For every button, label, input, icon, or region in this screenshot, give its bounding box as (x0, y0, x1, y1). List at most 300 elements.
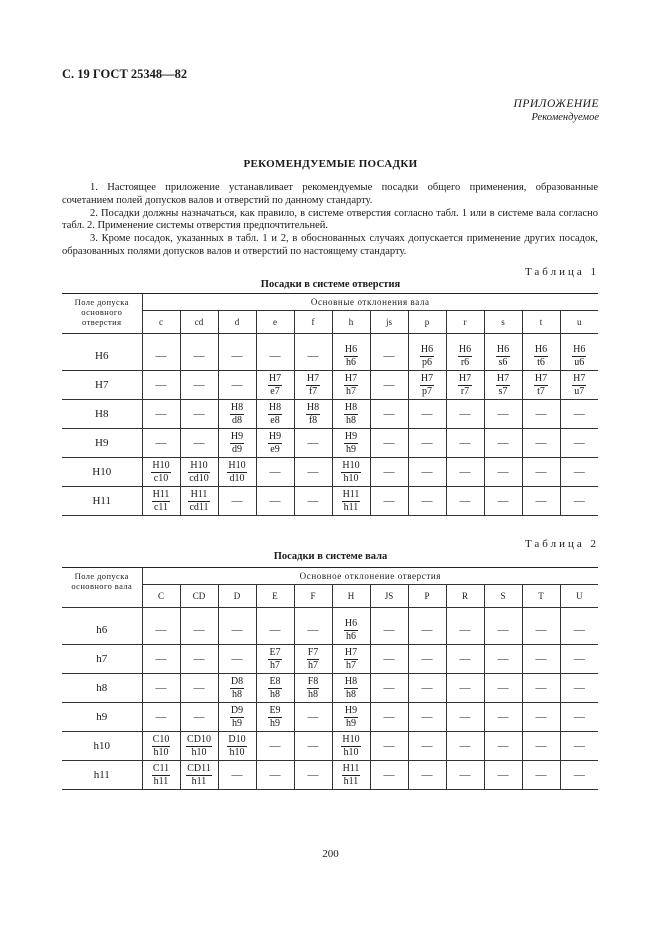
dash-mark: — (535, 408, 547, 420)
fit-fraction (342, 489, 361, 514)
fit-cell-empty (256, 458, 294, 487)
fit-cell-empty (446, 616, 484, 645)
dash-mark: — (535, 711, 547, 723)
fit-fraction (227, 460, 246, 485)
fit-shaft-tolerance: h6 (344, 630, 358, 643)
fit-cell-empty (560, 458, 598, 487)
column-header-row (62, 585, 598, 608)
fit-fraction (458, 344, 472, 369)
fit-cell-empty (522, 645, 560, 674)
fit-cell-fraction (256, 400, 294, 429)
fit-hole-tolerance: C11 (152, 762, 170, 774)
fit-hole-tolerance: H9 (268, 430, 282, 442)
fit-hole-tolerance: H6 (496, 343, 510, 355)
paragraph-3: 3. Кроме посадок, указанных в табл. 1 и 2, в обоснованных случаях допускается применение других посадок, образованных полями допусков валов и отверстий по настоящему стандарту. (62, 233, 598, 257)
fit-cell-empty (218, 487, 256, 516)
fit-shaft-tolerance: d9 (230, 443, 244, 456)
fit-cell-empty (408, 458, 446, 487)
fit-fraction (186, 734, 212, 759)
fit-hole-tolerance: D10 (228, 733, 246, 745)
table-row (62, 645, 598, 674)
table-row (62, 732, 598, 761)
fit-hole-tolerance: H9 (344, 430, 358, 442)
table-row (62, 458, 598, 487)
spacer-cell (408, 334, 446, 343)
fit-shaft-tolerance: c11 (152, 501, 171, 514)
fit-fraction (342, 763, 361, 788)
fit-cell-fraction (522, 342, 560, 371)
fit-cell-empty (370, 458, 408, 487)
fit-cell-empty (142, 371, 180, 400)
fit-fraction (420, 344, 434, 369)
table-row (62, 429, 598, 458)
document-title: РЕКОМЕНДУЕМЫЕ ПОСАДКИ (243, 158, 418, 170)
fit-fraction (151, 460, 170, 485)
fit-cell-empty (370, 761, 408, 790)
fit-cell-fraction (332, 458, 370, 487)
dash-mark: — (573, 466, 585, 478)
dash-mark: — (307, 437, 319, 449)
spacer-cell (446, 608, 484, 617)
dash-mark: — (231, 769, 243, 781)
fit-cell-fraction (522, 371, 560, 400)
fit-cell-empty (408, 674, 446, 703)
dash-mark: — (535, 682, 547, 694)
fit-cell-fraction (294, 400, 332, 429)
fit-fraction (230, 431, 244, 456)
spacer-cell (62, 608, 142, 617)
fit-cell-fraction (180, 458, 218, 487)
page-header: С. 19 ГОСТ 25348—82 (62, 67, 188, 81)
dash-mark: — (573, 437, 585, 449)
dash-mark: — (573, 653, 585, 665)
fit-cell-empty (484, 429, 522, 458)
fit-hole-tolerance: H6 (344, 617, 358, 629)
row-label: H9 (62, 429, 142, 458)
fit-hole-tolerance: H7 (496, 372, 510, 384)
fit-cell-empty (408, 761, 446, 790)
table1-label: Таблица 1 (524, 266, 599, 278)
fit-cell-empty (522, 761, 560, 790)
dash-mark: — (155, 682, 167, 694)
fit-shaft-tolerance: h10 (341, 472, 360, 485)
fit-cell-fraction (408, 342, 446, 371)
fit-cell-empty (180, 342, 218, 371)
fit-cell-empty (484, 761, 522, 790)
fit-shaft-tolerance: d10 (227, 472, 246, 485)
fit-cell-empty (142, 429, 180, 458)
fit-fraction (344, 373, 358, 398)
fit-cell-fraction (484, 342, 522, 371)
fit-cell-empty (256, 616, 294, 645)
dash-mark: — (383, 466, 395, 478)
dash-mark: — (231, 379, 243, 391)
fit-cell-empty (180, 703, 218, 732)
group-header: Основные отклонения вала (142, 294, 598, 311)
fit-fraction (152, 763, 170, 788)
spacer-cell (142, 334, 180, 343)
fit-cell-empty (142, 645, 180, 674)
fit-fraction (268, 431, 282, 456)
column-header: r (446, 311, 484, 334)
dash-mark: — (459, 711, 471, 723)
table-row (62, 761, 598, 790)
column-header: d (218, 311, 256, 334)
fit-fraction (227, 734, 246, 759)
column-header: e (256, 311, 294, 334)
dash-mark: — (383, 437, 395, 449)
column-header: JS (370, 585, 408, 608)
fit-hole-tolerance: CD11 (187, 762, 211, 774)
fit-cell-fraction (560, 371, 598, 400)
column-header: s (484, 311, 522, 334)
fit-cell-fraction (332, 732, 370, 761)
fit-cell-empty (294, 487, 332, 516)
fit-cell-empty (446, 732, 484, 761)
fit-cell-empty (484, 458, 522, 487)
dash-mark: — (269, 350, 281, 362)
fit-cell-empty (256, 761, 294, 790)
table-shaft-basis (62, 567, 598, 790)
fit-fraction (341, 460, 360, 485)
fit-cell-empty (370, 371, 408, 400)
fit-fraction (268, 373, 282, 398)
dash-mark: — (497, 653, 509, 665)
fit-cell-empty (408, 429, 446, 458)
fit-cell-empty (180, 429, 218, 458)
spacer-cell (142, 608, 180, 617)
fit-cell-empty (142, 703, 180, 732)
fit-hole-tolerance: H8 (344, 401, 358, 413)
fit-shaft-tolerance: h8 (269, 688, 280, 700)
fit-hole-tolerance: E9 (269, 704, 281, 716)
fit-cell-empty (218, 645, 256, 674)
dash-mark: — (573, 624, 585, 636)
row-label: H7 (62, 371, 142, 400)
dash-mark: — (421, 769, 433, 781)
dash-mark: — (193, 379, 205, 391)
fit-hole-tolerance: H10 (342, 459, 360, 471)
fit-cell-empty (408, 645, 446, 674)
fit-fraction (344, 647, 358, 672)
fit-cell-empty (218, 761, 256, 790)
appendix-title: ПРИЛОЖЕНИЕ (513, 98, 599, 110)
fit-shaft-tolerance: h6 (344, 356, 358, 369)
fit-cell-empty (522, 674, 560, 703)
fit-cell-empty (560, 487, 598, 516)
dash-mark: — (155, 653, 167, 665)
dash-mark: — (231, 495, 243, 507)
spacer-cell (446, 334, 484, 343)
dash-mark: — (307, 495, 319, 507)
page-number: 200 (322, 848, 339, 860)
appendix-label (514, 97, 599, 125)
fit-fraction (230, 705, 244, 730)
fit-cell-empty (560, 761, 598, 790)
fit-shaft-tolerance: e8 (268, 414, 282, 427)
fit-fraction (572, 373, 586, 398)
column-header: E (256, 585, 294, 608)
fit-cell-empty (370, 429, 408, 458)
dash-mark: — (383, 682, 395, 694)
dash-mark: — (535, 624, 547, 636)
fit-hole-tolerance: H8 (306, 401, 320, 413)
spacer-row (62, 334, 598, 343)
column-header: cd (180, 311, 218, 334)
fit-cell-empty (446, 674, 484, 703)
dash-mark: — (497, 624, 509, 636)
fit-cell-fraction (218, 458, 256, 487)
dash-mark: — (573, 682, 585, 694)
paragraph-1: 1. Настоящее приложение устанавливает рекомендуемые посадки общего применения, образованные сочетанием полей допусков валов и отверстий по данному стандарту. (62, 182, 598, 206)
fit-cell-empty (294, 342, 332, 371)
fit-cell-empty (370, 342, 408, 371)
fit-fraction (230, 676, 244, 701)
fit-fraction (344, 431, 358, 456)
fit-shaft-tolerance: f7 (306, 385, 320, 398)
fit-cell-empty (370, 616, 408, 645)
table-row (62, 616, 598, 645)
fit-shaft-tolerance: p7 (420, 385, 434, 398)
table1-caption: Посадки в системе отверстия (260, 279, 401, 290)
dash-mark: — (383, 653, 395, 665)
dash-mark: — (193, 653, 205, 665)
fit-cell-fraction (332, 761, 370, 790)
dash-mark: — (155, 408, 167, 420)
dash-mark: — (269, 466, 281, 478)
spacer-cell (180, 334, 218, 343)
fit-cell-empty (180, 674, 218, 703)
dash-mark: — (459, 682, 471, 694)
group-header: Основное отклонение отверстия (142, 568, 598, 585)
dash-mark: — (193, 682, 205, 694)
fit-cell-empty (522, 458, 560, 487)
column-header: u (560, 311, 598, 334)
dash-mark: — (155, 379, 167, 391)
fit-cell-fraction (408, 371, 446, 400)
dash-mark: — (421, 466, 433, 478)
fit-fraction (268, 676, 281, 701)
fit-fraction (152, 489, 171, 514)
dash-mark: — (459, 740, 471, 752)
fit-cell-empty (446, 429, 484, 458)
fit-cell-empty (522, 400, 560, 429)
fit-cell-empty (142, 674, 180, 703)
fit-cell-empty (256, 732, 294, 761)
table-row (62, 342, 598, 371)
dash-mark: — (383, 740, 395, 752)
fit-fraction (344, 402, 358, 427)
fit-cell-empty (522, 429, 560, 458)
dash-mark: — (497, 466, 509, 478)
fit-cell-empty (408, 703, 446, 732)
fit-cell-fraction (142, 487, 180, 516)
fit-shaft-tolerance: h9 (344, 443, 358, 456)
fit-shaft-tolerance: h8 (308, 688, 318, 700)
fit-cell-fraction (218, 400, 256, 429)
dash-mark: — (459, 495, 471, 507)
header-row (62, 568, 598, 585)
dash-mark: — (535, 740, 547, 752)
dash-mark: — (421, 437, 433, 449)
dash-mark: — (535, 769, 547, 781)
fit-cell-empty (180, 400, 218, 429)
fit-shaft-tolerance: d8 (230, 414, 244, 427)
fit-fraction (344, 344, 358, 369)
spacer-cell (560, 334, 598, 343)
dash-mark: — (383, 495, 395, 507)
fit-hole-tolerance: H7 (573, 372, 586, 384)
fit-shaft-tolerance: h8 (230, 688, 244, 701)
row-label: h9 (62, 703, 142, 732)
fit-fraction (534, 373, 548, 398)
fit-cell-fraction (142, 761, 180, 790)
fit-shaft-tolerance: h9 (230, 717, 244, 730)
fit-fraction (186, 763, 212, 788)
dash-mark: — (535, 437, 547, 449)
fit-shaft-tolerance: t7 (534, 385, 548, 398)
fit-cell-empty (370, 703, 408, 732)
dash-mark: — (383, 711, 395, 723)
dash-mark: — (383, 379, 395, 391)
fit-fraction (496, 373, 510, 398)
fit-cell-fraction (294, 645, 332, 674)
column-header: js (370, 311, 408, 334)
fit-shaft-tolerance: h10 (153, 746, 169, 758)
fit-hole-tolerance: H11 (152, 488, 170, 500)
table2-caption: Посадки в системе вала (273, 551, 388, 562)
fit-cell-fraction (256, 371, 294, 400)
column-header: T (522, 585, 560, 608)
dash-mark: — (231, 653, 243, 665)
fit-cell-empty (446, 645, 484, 674)
row-label: H11 (62, 487, 142, 516)
fit-hole-tolerance: H6 (573, 343, 586, 355)
row-label: h7 (62, 645, 142, 674)
dash-mark: — (459, 466, 471, 478)
fit-cell-fraction (332, 703, 370, 732)
fit-cell-empty (560, 703, 598, 732)
fit-shaft-tolerance: h10 (227, 746, 246, 759)
dash-mark: — (573, 769, 585, 781)
dash-mark: — (383, 350, 395, 362)
fit-cell-empty (560, 674, 598, 703)
column-header: c (142, 311, 180, 334)
fit-cell-empty (446, 703, 484, 732)
fit-hole-tolerance: H10 (190, 459, 208, 471)
fit-cell-empty (142, 342, 180, 371)
spacer-cell (408, 608, 446, 617)
dash-mark: — (269, 740, 281, 752)
fit-hole-tolerance: H10 (228, 459, 246, 471)
fit-cell-fraction (218, 429, 256, 458)
fit-cell-empty (370, 732, 408, 761)
fit-fraction (268, 402, 282, 427)
fit-cell-empty (560, 645, 598, 674)
dash-mark: — (421, 711, 433, 723)
fit-hole-tolerance: F7 (307, 646, 319, 658)
dash-mark: — (573, 495, 585, 507)
fit-cell-fraction (332, 645, 370, 674)
fit-cell-empty (560, 616, 598, 645)
fit-cell-fraction (332, 429, 370, 458)
dash-mark: — (155, 437, 167, 449)
fit-cell-fraction (180, 761, 218, 790)
column-header: U (560, 585, 598, 608)
fit-hole-tolerance: H10 (152, 459, 170, 471)
fit-fraction (344, 618, 358, 643)
dash-mark: — (231, 350, 243, 362)
fit-cell-fraction (294, 674, 332, 703)
dash-mark: — (307, 624, 319, 636)
dash-mark: — (573, 740, 585, 752)
fit-cell-fraction (218, 732, 256, 761)
fit-cell-empty (560, 400, 598, 429)
dash-mark: — (497, 495, 509, 507)
dash-mark: — (383, 408, 395, 420)
fit-fraction (188, 489, 209, 514)
fit-cell-empty (294, 458, 332, 487)
spacer-cell (256, 608, 294, 617)
fit-shaft-tolerance: h9 (344, 717, 358, 730)
table2-label: Таблица 2 (524, 538, 599, 550)
fit-shaft-tolerance: h11 (186, 775, 212, 788)
fit-fraction (341, 734, 360, 759)
spacer-cell (560, 608, 598, 617)
fit-hole-tolerance: H6 (420, 343, 434, 355)
fit-cell-fraction (332, 400, 370, 429)
fit-fraction (534, 344, 548, 369)
fit-cell-fraction (332, 342, 370, 371)
fit-hole-tolerance: H7 (344, 372, 358, 384)
fit-cell-fraction (560, 342, 598, 371)
fit-cell-empty (522, 616, 560, 645)
spacer-cell (484, 334, 522, 343)
column-header: f (294, 311, 332, 334)
fit-shaft-tolerance: e9 (268, 443, 282, 456)
fit-cell-empty (256, 342, 294, 371)
table-row (62, 703, 598, 732)
dash-mark: — (193, 408, 205, 420)
dash-mark: — (535, 495, 547, 507)
spacer-cell (332, 608, 370, 617)
column-header: H (332, 585, 370, 608)
fit-cell-empty (218, 616, 256, 645)
fit-hole-tolerance: H9 (230, 430, 244, 442)
fit-hole-tolerance: E7 (269, 646, 281, 658)
fit-cell-empty (484, 674, 522, 703)
fit-cell-empty (142, 616, 180, 645)
dash-mark: — (193, 437, 205, 449)
fit-hole-tolerance: F8 (307, 675, 319, 687)
spacer-cell (218, 608, 256, 617)
column-header: P (408, 585, 446, 608)
fit-shaft-tolerance: h8 (344, 688, 358, 701)
column-header: D (218, 585, 256, 608)
fit-cell-fraction (218, 674, 256, 703)
column-header: CD (180, 585, 218, 608)
fit-fraction (268, 705, 281, 730)
fit-hole-tolerance: H7 (458, 372, 472, 384)
dash-mark: — (269, 769, 281, 781)
fit-shaft-tolerance: cd10 (189, 472, 209, 484)
dash-mark: — (459, 769, 471, 781)
fit-cell-empty (408, 732, 446, 761)
dash-mark: — (421, 495, 433, 507)
fit-shaft-tolerance: h7 (344, 385, 358, 398)
row-label: H6 (62, 342, 142, 371)
spacer-cell (180, 608, 218, 617)
